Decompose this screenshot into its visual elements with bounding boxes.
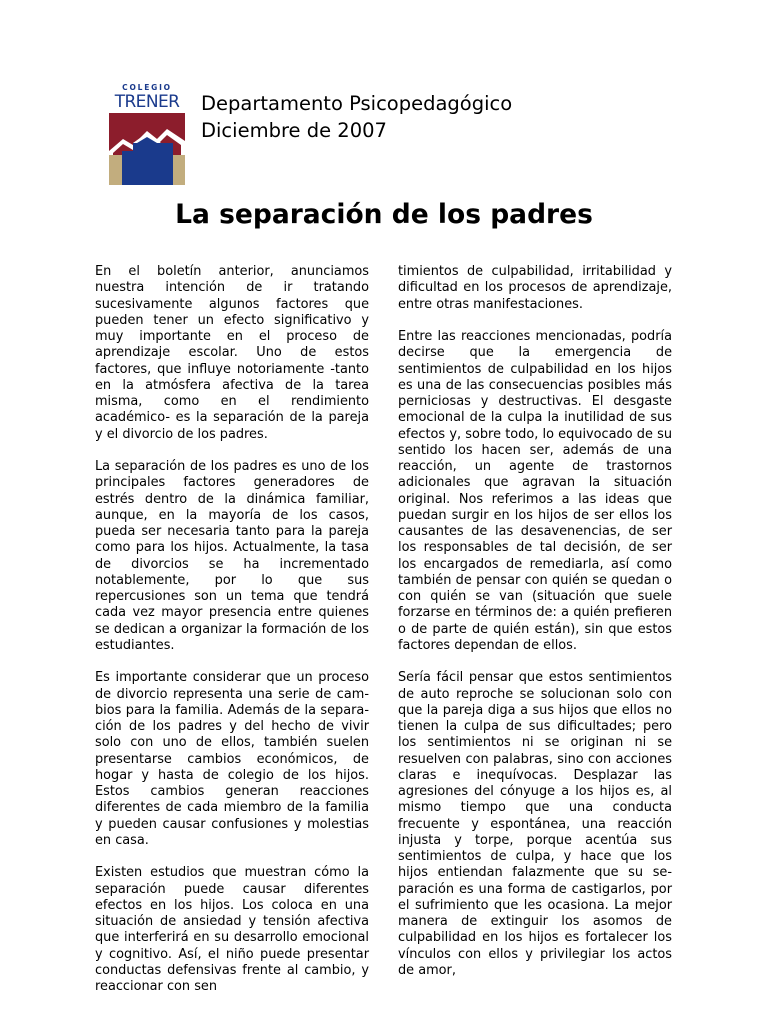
school-logo [108,84,186,186]
paragraph: La separación de los padres es uno de los principales factores generadores de estrés dentro de la dinámica familiar, aunque, en la mayoría de los casos, pueda ser necesaria tanto para la pareja como para los hijos. Actualmente, la tasa de divorcios se ha incrementado notablemente, por lo que sus repercusiones son un tema que tendrá cada vez mayor presencia entre quienes se dedican a organizar la formación de los estudiantes. [95,459,369,653]
article-title: La separación de los padres [175,199,593,230]
paragraph: timientos de culpabilidad, irritabilidad y dificultad en los procesos de aprendizaje, entre otras manifestaciones. [398,264,672,312]
paragraph: Es importante considerar que un proceso de divorcio representa una serie de cambios para la familia. Además de la separación de los padres y del hecho de vivir solo con uno de ellos, también suelen presentarse cambios económicos, de hogar y hasta de colegio de los hijos. Estos cambios generan reacciones diferentes de cada miembro de la familia y pueden causar confusiones y molestias en casa. [95,670,369,848]
paragraph: Existen estudios que muestran cómo la separación puede causar diferentes efectos en los hijos. Los coloca en una situación de ansiedad y tensión afectiva que interferirá en su desarrollo emocional y cognitivo. Así, el niño puede presentar conductas defensivas frente al cambio, y reaccionar con sen [95,865,369,994]
paragraph: Sería fácil pensar que estos sentimientos de auto reproche se solucionan solo con que la pareja diga a sus hijos que ellos no tienen la culpa de sus dificultades; pero los sentimientos ni se originan ni se resuelven con palabras, sino con acciones claras e inequívocas. Desplazar las agresiones del cónyuge a los hijos es, al mismo tiempo que una conducta frecuente y espontánea, una reacción injusta y torpe, porque acentúa sus sentimientos de culpa, y hace que los hijos entiendan falazmente que su separación es una forma de castigarlos, por el sufrimiento que les ocasiona. La mejor manera de extinguir los asomos de culpabilidad en los hijos es fortalecer los vínculos con ellos y privilegiar los actos de amor, [398,670,672,978]
left-column [95,264,369,1012]
publication-date: Diciembre de 2007 [201,119,387,142]
logo-emblem-icon [109,113,185,185]
paragraph: Entre las reacciones mencionadas, podría decirse que la emergencia de sentimientos de culpabilidad en los hijos es una de las consecuencias posibles más perniciosas y destructivas. El desgaste emocional de la culpa la inutilidad de sus efectos y, sobre todo, lo equivocado de su sentido los hacen ser, además de una reacción, un agente de trastornos adicionales que agravan la situación original. Nos referimos a las ideas que puedan surgir en los hijos de ser ellos los causantes de las desavenencias, de ser los responsables de tal decisión, de ser los encargados de remediarla, así como también de pensar con quién se quedan o con quién se van (situación que suele forzarse en términos de: a quién prefieren o de parte de quién están), sin que estos factores dependan de ellos. [398,329,672,653]
paragraph: En el boletín anterior, anunciamos nuestra intención de ir tratando sucesivamente algunos factores que pueden tener un efecto significativo y muy importante en el proceso de aprendizaje escolar. Uno de estos factores, que influye notoriamente -tanto en la atmósfera afectiva de la tarea misma, como en el rendimiento académico- es la separación de la pareja y el divorcio de los padres. [95,264,369,442]
logo-school-name: TRENER [114,92,180,112]
right-column [398,264,672,995]
logo-colegio-text: COLEGIO [122,83,172,92]
department-name: Departamento Psicopedagógico [201,92,513,115]
